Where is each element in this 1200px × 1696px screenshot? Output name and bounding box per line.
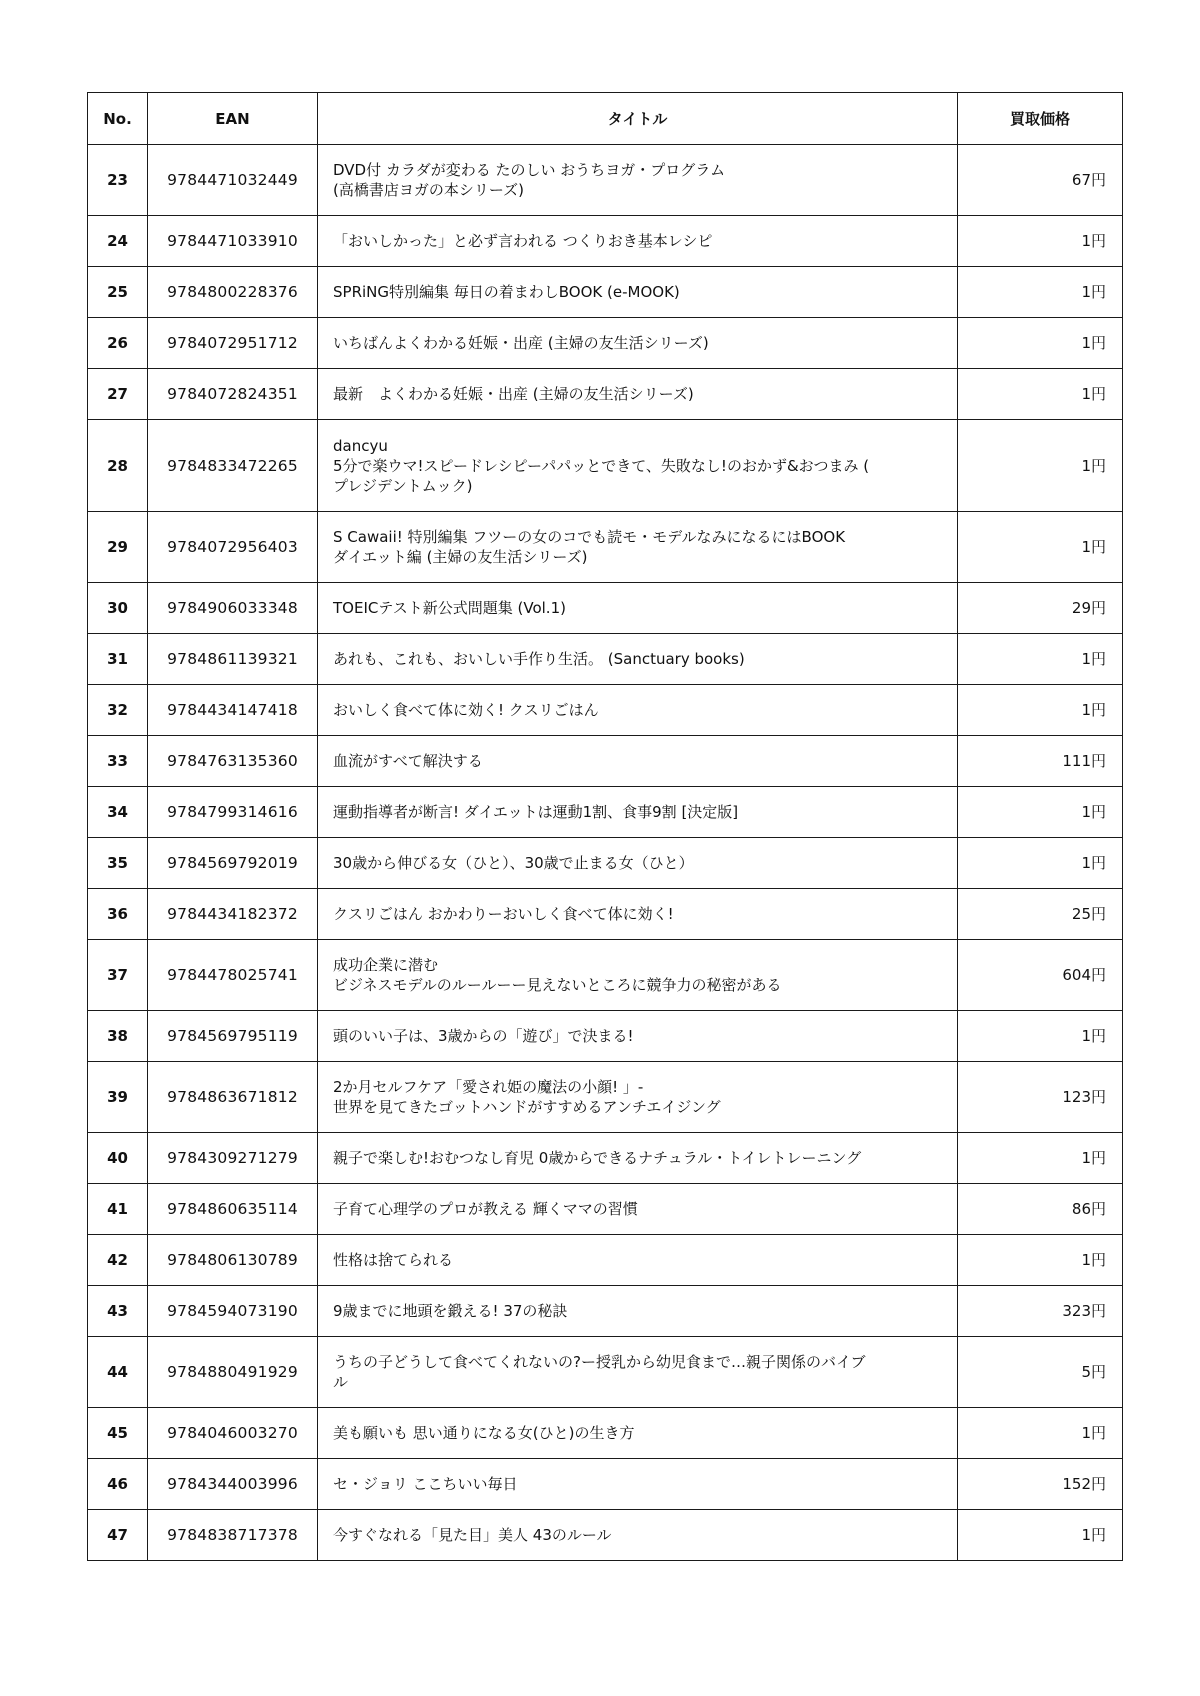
row-title: 美も願いも 思い通りになる女(ひと)の生き方 [318, 1408, 958, 1459]
row-number: 34 [88, 787, 148, 838]
row-number: 43 [88, 1286, 148, 1337]
row-ean: 9784569792019 [148, 838, 318, 889]
row-ean: 9784799314616 [148, 787, 318, 838]
row-price: 1円 [958, 512, 1123, 583]
row-price: 5円 [958, 1337, 1123, 1408]
row-price: 1円 [958, 369, 1123, 420]
row-price: 1円 [958, 1011, 1123, 1062]
table-row [88, 889, 1123, 940]
table-row [88, 1133, 1123, 1184]
row-number: 28 [88, 420, 148, 512]
row-price: 604円 [958, 940, 1123, 1011]
row-ean: 9784860635114 [148, 1184, 318, 1235]
row-number: 31 [88, 634, 148, 685]
row-number: 45 [88, 1408, 148, 1459]
table-row [88, 369, 1123, 420]
row-title: 成功企業に潜む ビジネスモデルのルールーー見えないところに競争力の秘密がある [318, 940, 958, 1011]
row-number: 27 [88, 369, 148, 420]
row-title: 血流がすべて解決する [318, 736, 958, 787]
row-number: 24 [88, 216, 148, 267]
table-row [88, 1062, 1123, 1133]
row-ean: 9784046003270 [148, 1408, 318, 1459]
table-row [88, 267, 1123, 318]
row-title: あれも、これも、おいしい手作り生活。 (Sanctuary books) [318, 634, 958, 685]
row-price: 1円 [958, 1133, 1123, 1184]
row-price: 1円 [958, 1408, 1123, 1459]
buyback-price-table [87, 92, 1123, 1561]
table-row [88, 145, 1123, 216]
row-price: 1円 [958, 685, 1123, 736]
table-row [88, 685, 1123, 736]
row-title: S Cawaii! 特別編集 フツーの女のコでも読モ・モデルなみになるにはBOOK ダイエット編 (主婦の友生活シリーズ) [318, 512, 958, 583]
row-price: 1円 [958, 634, 1123, 685]
row-number: 30 [88, 583, 148, 634]
row-title: DVD付 カラダが変わる たのしい おうちヨガ・プログラム (高橋書店ヨガの本シリーズ) [318, 145, 958, 216]
table-row [88, 736, 1123, 787]
row-price: 1円 [958, 1235, 1123, 1286]
row-ean: 9784471032449 [148, 145, 318, 216]
row-price: 86円 [958, 1184, 1123, 1235]
row-ean: 9784800228376 [148, 267, 318, 318]
row-title: セ・ジョリ ここちいい毎日 [318, 1459, 958, 1510]
table-row [88, 1011, 1123, 1062]
table-body [88, 145, 1123, 1561]
row-title: 30歳から伸びる女（ひと）、30歳で止まる女（ひと） [318, 838, 958, 889]
row-number: 32 [88, 685, 148, 736]
row-price: 152円 [958, 1459, 1123, 1510]
row-price: 25円 [958, 889, 1123, 940]
row-ean: 9784434147418 [148, 685, 318, 736]
row-ean: 9784763135360 [148, 736, 318, 787]
row-title: 9歳までに地頭を鍛える! 37の秘訣 [318, 1286, 958, 1337]
row-number: 26 [88, 318, 148, 369]
row-title: おいしく食べて体に効く! クスリごはん [318, 685, 958, 736]
row-ean: 9784833472265 [148, 420, 318, 512]
price-list-sheet [87, 92, 1122, 1561]
row-title: 子育て心理学のプロが教える 輝くママの習慣 [318, 1184, 958, 1235]
table-row [88, 216, 1123, 267]
row-price: 1円 [958, 267, 1123, 318]
row-title: 運動指導者が断言! ダイエットは運動1割、食事9割 [決定版] [318, 787, 958, 838]
row-ean: 9784569795119 [148, 1011, 318, 1062]
row-price: 111円 [958, 736, 1123, 787]
row-ean: 9784861139321 [148, 634, 318, 685]
table-row [88, 838, 1123, 889]
row-title: dancyu 5分で楽ウマ!スピードレシピーパパッとできて、失敗なし!のおかず&おつまみ ( プレジデントムック) [318, 420, 958, 512]
row-price: 67円 [958, 145, 1123, 216]
row-price: 1円 [958, 420, 1123, 512]
table-row [88, 1510, 1123, 1561]
table-row [88, 318, 1123, 369]
row-number: 33 [88, 736, 148, 787]
header-row [88, 93, 1123, 145]
row-price: 1円 [958, 838, 1123, 889]
row-ean: 9784806130789 [148, 1235, 318, 1286]
row-title: いちばんよくわかる妊娠・出産 (主婦の友生活シリーズ) [318, 318, 958, 369]
row-number: 37 [88, 940, 148, 1011]
row-ean: 9784838717378 [148, 1510, 318, 1561]
row-title: クスリごはん おかわりーおいしく食べて体に効く! [318, 889, 958, 940]
table-row [88, 787, 1123, 838]
header-no: No. [88, 93, 148, 145]
row-number: 35 [88, 838, 148, 889]
row-ean: 9784906033348 [148, 583, 318, 634]
header-title: タイトル [318, 93, 958, 145]
table-row [88, 940, 1123, 1011]
table-row [88, 1286, 1123, 1337]
row-title: 性格は捨てられる [318, 1235, 958, 1286]
row-number: 36 [88, 889, 148, 940]
row-price: 1円 [958, 216, 1123, 267]
row-number: 38 [88, 1011, 148, 1062]
row-price: 29円 [958, 583, 1123, 634]
row-ean: 9784344003996 [148, 1459, 318, 1510]
row-number: 40 [88, 1133, 148, 1184]
row-title: 親子で楽しむ!おむつなし育児 0歳からできるナチュラル・トイレトレーニング [318, 1133, 958, 1184]
row-title: 2か月セルフケア「愛され姫の魔法の小顔! 」- 世界を見てきたゴットハンドがすすめるアンチエイジング [318, 1062, 958, 1133]
row-number: 23 [88, 145, 148, 216]
header-price: 買取価格 [958, 93, 1123, 145]
table-header [88, 93, 1123, 145]
row-title: 今すぐなれる「見た目」美人 43のルール [318, 1510, 958, 1561]
row-title: 「おいしかった」と必ず言われる つくりおき基本レシピ [318, 216, 958, 267]
row-number: 44 [88, 1337, 148, 1408]
row-ean: 9784309271279 [148, 1133, 318, 1184]
row-ean: 9784072956403 [148, 512, 318, 583]
table-row [88, 1235, 1123, 1286]
row-ean: 9784471033910 [148, 216, 318, 267]
table-row [88, 634, 1123, 685]
row-number: 41 [88, 1184, 148, 1235]
table-row [88, 420, 1123, 512]
row-price: 1円 [958, 787, 1123, 838]
row-ean: 9784072824351 [148, 369, 318, 420]
row-number: 29 [88, 512, 148, 583]
row-ean: 9784072951712 [148, 318, 318, 369]
row-ean: 9784880491929 [148, 1337, 318, 1408]
row-title: TOEICテスト新公式問題集 (Vol.1) [318, 583, 958, 634]
row-number: 25 [88, 267, 148, 318]
row-number: 46 [88, 1459, 148, 1510]
row-title: 頭のいい子は、3歳からの「遊び」で決まる! [318, 1011, 958, 1062]
row-number: 47 [88, 1510, 148, 1561]
row-price: 123円 [958, 1062, 1123, 1133]
row-ean: 9784434182372 [148, 889, 318, 940]
row-title: 最新 よくわかる妊娠・出産 (主婦の友生活シリーズ) [318, 369, 958, 420]
table-row [88, 1337, 1123, 1408]
row-price: 1円 [958, 1510, 1123, 1561]
row-title: うちの子どうして食べてくれないの?ー授乳から幼児食まで…親子関係のバイブ ル [318, 1337, 958, 1408]
table-row [88, 512, 1123, 583]
row-ean: 9784863671812 [148, 1062, 318, 1133]
row-ean: 9784594073190 [148, 1286, 318, 1337]
table-row [88, 1408, 1123, 1459]
table-row [88, 583, 1123, 634]
row-price: 1円 [958, 318, 1123, 369]
row-number: 42 [88, 1235, 148, 1286]
row-title: SPRiNG特別編集 毎日の着まわしBOOK (e-MOOK) [318, 267, 958, 318]
row-price: 323円 [958, 1286, 1123, 1337]
table-row [88, 1184, 1123, 1235]
header-ean: EAN [148, 93, 318, 145]
row-number: 39 [88, 1062, 148, 1133]
row-ean: 9784478025741 [148, 940, 318, 1011]
table-row [88, 1459, 1123, 1510]
